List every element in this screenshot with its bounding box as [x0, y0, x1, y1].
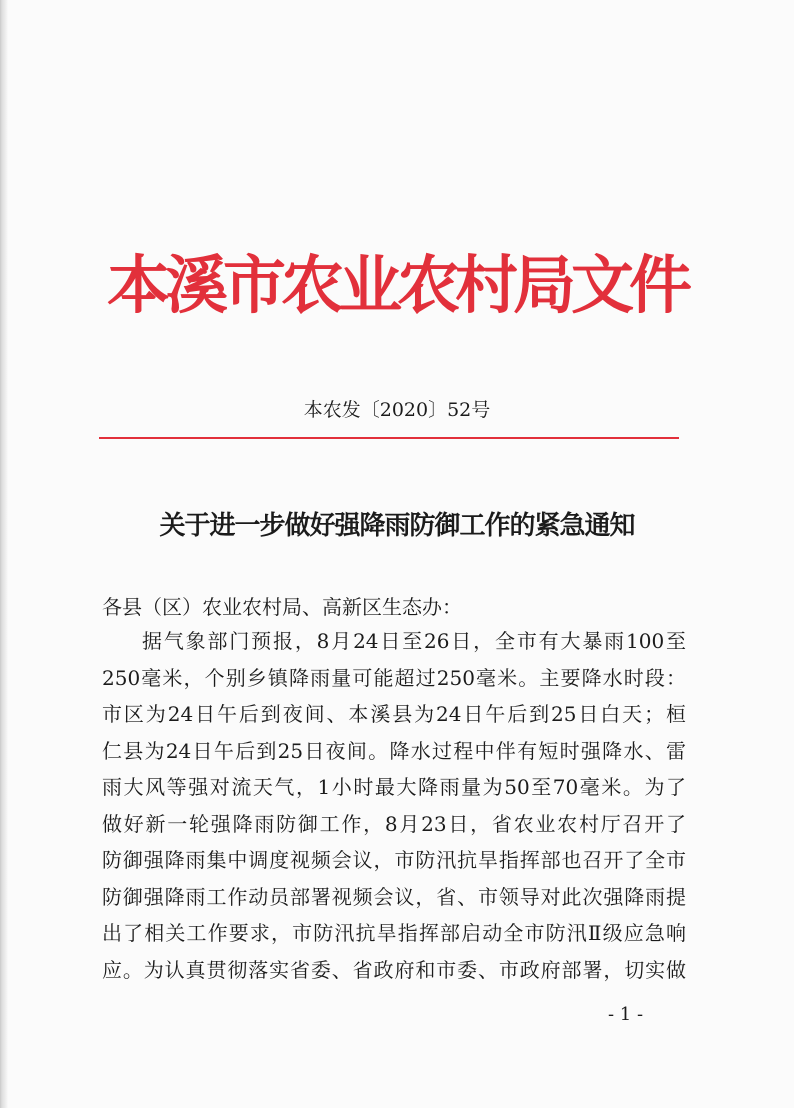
- document-masthead: 本溪市农业农村局文件: [107, 249, 687, 322]
- body-line: 250毫米，个别乡镇降雨量可能超过250毫米。主要降水时段：: [102, 665, 686, 690]
- body-line: 据气象部门预报，8月24日至26日，全市有大暴雨100至: [142, 629, 686, 653]
- body-text: [102, 623, 686, 988]
- body-line: 防御强降雨工作动员部署视频会议，省、市领导对此次强降雨提: [102, 884, 686, 909]
- scan-edge-shadow: [0, 0, 8, 1108]
- red-divider-line: [99, 437, 679, 439]
- document-title: 关于进一步做好强降雨防御工作的紧急通知: [159, 511, 635, 541]
- body-line: 防御强降雨集中调度视频会议，市防汛抗旱指挥部也召开了全市: [102, 848, 686, 872]
- body-line: 做好新一轮强降雨防御工作，8月23日，省农业农村厅召开了: [102, 811, 686, 836]
- document-number: 本农发〔2020〕52号: [303, 399, 491, 421]
- body-line: 雨大风等强对流天气，1小时最大降雨量为50至70毫米。为了: [102, 775, 686, 799]
- body-line: 市区为24日午后到夜间、本溪县为24日午后到25日白天；桓: [102, 702, 686, 726]
- page-number: - 1 -: [608, 1004, 644, 1025]
- body-line: 应。为认真贯彻落实省委、省政府和市委、市政府部署，切实做: [102, 957, 686, 982]
- addressee-line: 各县（区）农业农村局、高新区生态办：: [102, 595, 462, 619]
- body-line: 出了相关工作要求，市防汛抗旱指挥部启动全市防汛Ⅱ级应急响: [102, 921, 686, 945]
- body-line: 仁县为24日午后到25日夜间。降水过程中伴有短时强降水、雷: [102, 738, 686, 763]
